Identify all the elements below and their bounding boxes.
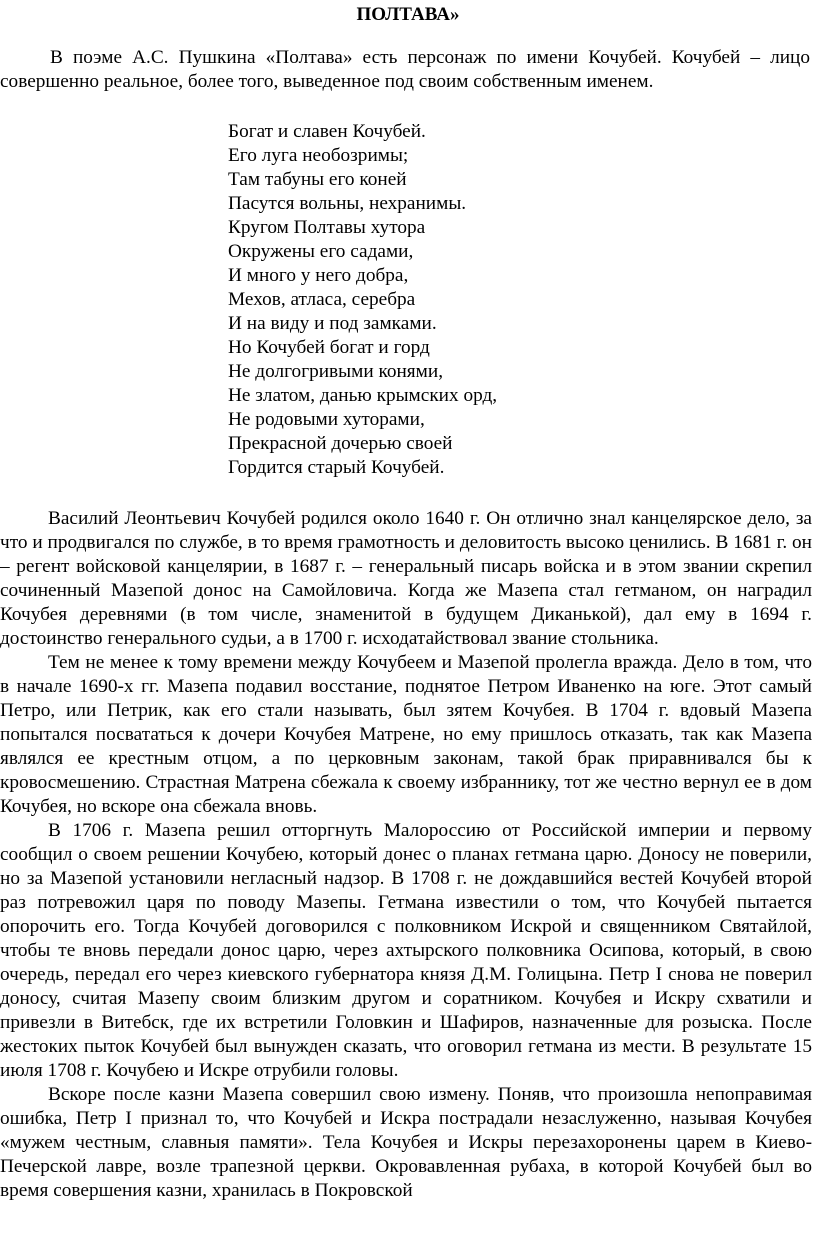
- poem-line: Кругом Полтавы хутора: [228, 217, 426, 238]
- poem-line: Не родовыми хуторами,: [228, 409, 425, 430]
- poem-line: Его луга необозримы;: [228, 145, 409, 166]
- poem-line: Мехов, атласа, серебра: [228, 289, 416, 310]
- poem-line: Но Кочубей богат и горд: [228, 337, 430, 358]
- body-paragraph: В 1706 г. Мазепа решил отторгнуть Малороссию от Российской империи и первому сообщил о своем решении Кочубею, который донес о планах гетмана царю. Доносу не поверили, но за Мазепой установили негласный надзор. В 1708 г. не дождавшийся вестей Кочубей второй раз потревожил царя по поводу Мазепы. Гетмана известили о том, что Кочубей пытается опорочить его. Тогда Кочубей договорился с полковником Искрой и священником Святайлой, чтобы те вновь передали донос царю, через ахтырского полковника Осипова, который, в свою очередь, передал его через киевского губернатора князя Д.М. Голицына. Петр I снова не поверил доносу, считая Мазепу своим близким другом и соратником. Кочубея и Искру схватили и привезли в Витебск, где их встретили Головкин и Шафиров, назначенные для розыска. После жестоких пыток Кочубей был вынужден сказать, что оговорил гетмана из мести. В результате 15 июля 1708 г. Кочубею и Искре отрубили головы.: [0, 820, 812, 1081]
- body-paragraph: Василий Леонтьевич Кочубей родился около 1640 г. Он отлично знал канцелярское дело, за что и продвигался по службе, в то время грамотность и деловитость высоко ценились. В 1681 г. он – регент войсковой канцелярии, в 1687 г. – генеральный писарь войска и в этом звании скрепил сочиненный Мазепой донос на Самойловича. Когда же Мазепа стал гетманом, он наградил Кочубея деревнями (в том числе, знаменитой в будущем Диканькой), дал ему в 1694 г. достоинство генерального судьи, а в 1700 г. исходатайствовал звание стольника.: [0, 508, 812, 649]
- poem-line: Окружены его садами,: [228, 241, 414, 262]
- body-paragraph: Тем не менее к тому времени между Кочубеем и Мазепой пролегла вражда. Дело в том, что в начале 1690-х гг. Мазепа подавил восстание, поднятое Петром Иваненко на юге. Этот самый Петро, или Петрик, как его стали называть, был зятем Кочубея. В 1704 г. вдовый Мазепа попытался посвататься к дочери Кочубея Матрене, но ему пришлось отказать, так как Мазепа являлся ее крестным отцом, а по церковным законам, такой брак приравнивался бы к кровосмешению. Страстная Матрена сбежала к своему избраннику, тот же честно вернул ее в дом Кочубея, но вскоре она сбежала вновь.: [0, 652, 812, 817]
- article-body: [0, 507, 812, 1203]
- poem-line: Пасутся вольны, нехранимы.: [228, 193, 467, 214]
- poem-line: Прекрасной дочерью своей: [228, 433, 453, 454]
- poem-line: Не златом, данью крымских орд,: [228, 385, 498, 406]
- poem-line: Богат и славен Кочубей.: [228, 121, 426, 142]
- poem-line: Не долгогривыми конями,: [228, 361, 444, 382]
- poem-quote: [228, 120, 788, 480]
- page-title: ПОЛТАВА»: [356, 4, 460, 25]
- poem-line: И много у него добра,: [228, 265, 409, 286]
- poem-line: И на виду и под замками.: [228, 313, 437, 334]
- intro-paragraph: В поэме А.С. Пушкина «Полтава» есть персонаж по имени Кочубей. Кочубей – лицо совершенно реальное, более того, выведенное под своим собственным именем.: [0, 47, 810, 92]
- poem-line: Там табуны его коней: [228, 169, 407, 190]
- poem-line: Гордится старый Кочубей.: [228, 457, 445, 478]
- body-paragraph: Вскоре после казни Мазепа совершил свою измену. Поняв, что произошла непоправимая ошибка, Петр I признал то, что Кочубей и Искра пострадали незаслуженно, называя Кочубея «мужем честным, славныя памяти». Тела Кочубея и Искры перезахоронены царем в Киево-Печерской лавре, возле трапезной церкви. Окровавленная рубаха, в которой Кочубей был во время совершения казни, хранилась в Покровской: [0, 1084, 812, 1201]
